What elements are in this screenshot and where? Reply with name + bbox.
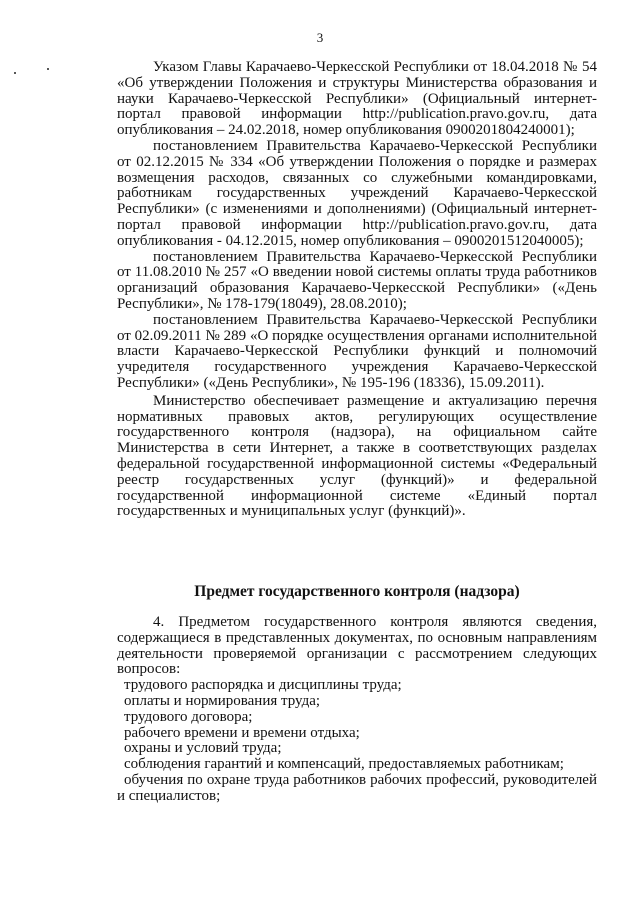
list-item: рабочего времени и времени отдыха; [124, 724, 360, 741]
scan-speck [47, 68, 49, 70]
section-heading: Предмет государственного контроля (надзора) [194, 583, 520, 600]
list-item: охраны и условий труда; [124, 740, 282, 757]
list-item: трудового договора; [124, 708, 253, 725]
paragraph-ministry-publishing: Министерство обеспечивает размещение и актуализацию перечня нормативных правовых актов, регулирующих осуществление государственного контроля (надзора), на официальном сайте Министерства в сети Интернет, а также в соответствующих разделах федеральной государственной информационной системы «Федеральный реестр государственных услуг (функций)» и федеральной государственной информационной системе «Единый портал государственных и муниципальных услуг (функций)». [117, 392, 597, 520]
scan-speck [14, 72, 16, 74]
list-item: оплаты и нормирования труда; [124, 692, 321, 709]
page-number: 3 [316, 30, 324, 45]
paragraph-item-4: 4. Предметом государственного контроля являются сведения, содержащиеся в представленных документах, по основным направлениям деятельности проверяемой организации с рассмотрением следующих вопросов: [117, 614, 597, 678]
inspection-topics-list [117, 678, 597, 804]
list-item: соблюдения гарантий и компенсаций, предоставляемых работникам; [124, 756, 564, 773]
document-body-bottom [117, 615, 597, 805]
list-item: обучения по охране труда работников рабочих профессий, руководителей и специалистов; [117, 771, 597, 804]
document-body-top [117, 60, 597, 520]
paragraph-decree-54: Указом Главы Карачаево-Черкесской Республики от 18.04.2018 № 54 «Об утверждении Положения и структуры Министерства образования и науки Карачаево-Черкесской Республики» (Официальный интернет-портал правовой информации http://publication.pravo.gov.ru, дата опубликования – 24.02.2018, номер опубликования 0900201804240001); [117, 59, 597, 139]
paragraph-resolution-334: постановлением Правительства Карачаево-Черкесской Республики от 02.12.2015 № 334 «Об утверждении Положения о порядке и размерах возмещения расходов, связанных со служебными командировками, работникам государственных учреждений Карачаево-Черкесской Республики» (с изменениями и дополнениями) (Официальный интернет-портал правовой информации http://publication.pravo.gov.ru, дата опубликования - 04.12.2015, номер опубликования – 0900201512040005); [117, 137, 597, 249]
list-item: трудового распорядка и дисциплины труда; [124, 677, 402, 694]
paragraph-resolution-289: постановлением Правительства Карачаево-Черкесской Республики от 02.09.2011 № 289 «О порядке осуществления органами исполнительной власти Карачаево-Черкесской Республики функций и полномочий учредителя государственного учреждения Карачаево-Черкесской Республики» («День Республики», № 195-196 (18336), 15.09.2011). [117, 311, 597, 391]
paragraph-resolution-257: постановлением Правительства Карачаево-Черкесской Республики от 11.08.2010 № 257 «О введении новой системы оплаты труда работников организаций образования Карачаево-Черкесской Республики» («День Республики», № 178-179(18049), 28.08.2010); [117, 248, 597, 312]
